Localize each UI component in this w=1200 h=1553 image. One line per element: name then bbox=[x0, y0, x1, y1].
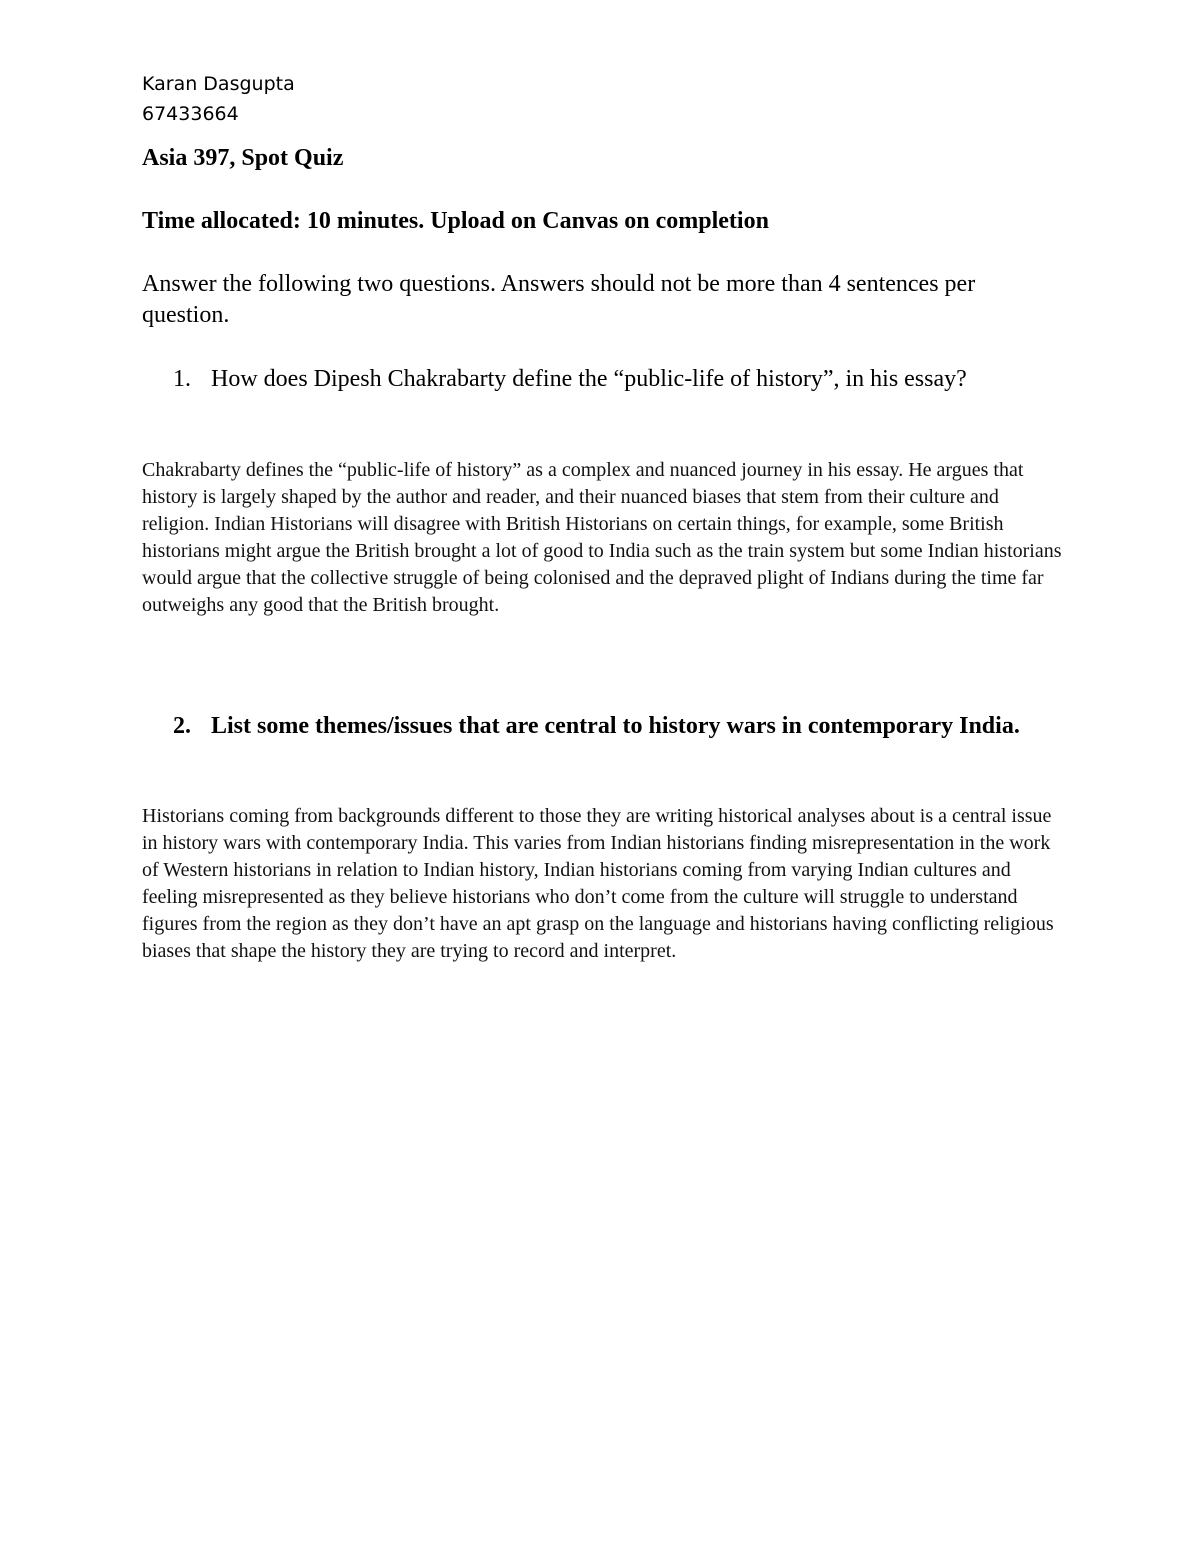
quiz-title: Asia 397, Spot Quiz bbox=[142, 145, 344, 171]
question-2 bbox=[173, 711, 1043, 742]
question-1 bbox=[173, 364, 1043, 395]
answer-1: Chakrabarty defines the “public-life of history” as a complex and nuanced journey in his essay. He argues that history is largely shaped by the author and reader, and their nuanced biases that stem from their culture and religion. Indian Historians will disagree with British Historians on certain things, for example, some British historians might argue the British brought a lot of good to India such as the train system but some Indian historians would argue that the collective struggle of being colonised and the depraved plight of Indians during the time far outweighs any good that the British brought. bbox=[142, 459, 1062, 616]
question-number: 1. bbox=[173, 366, 191, 392]
student-id: 67433664 bbox=[142, 103, 239, 125]
question-text: List some themes/issues that are central to history wars in contemporary India. bbox=[211, 713, 1020, 739]
question-text: How does Dipesh Chakrabarty define the “public-life of history”, in his essay? bbox=[211, 366, 967, 392]
time-allocated: Time allocated: 10 minutes. Upload on Canvas on completion bbox=[142, 208, 769, 234]
question-number: 2. bbox=[173, 713, 191, 739]
answer-2: Historians coming from backgrounds different to those they are writing historical analyses about is a central issue in history wars with contemporary India. This varies from Indian historians finding misrepresentation in the work of Western historians in relation to Indian history, Indian historians coming from varying Indian cultures and feeling misrepresented as they believe historians who don’t come from the culture will struggle to understand figures from the region as they don’t have an apt grasp on the language and historians having conflicting religious biases that shape the history they are trying to record and interpret. bbox=[142, 805, 1054, 962]
instructions: Answer the following two questions. Answers should not be more than 4 sentences per question. bbox=[142, 271, 976, 328]
student-name: Karan Dasgupta bbox=[142, 73, 295, 95]
